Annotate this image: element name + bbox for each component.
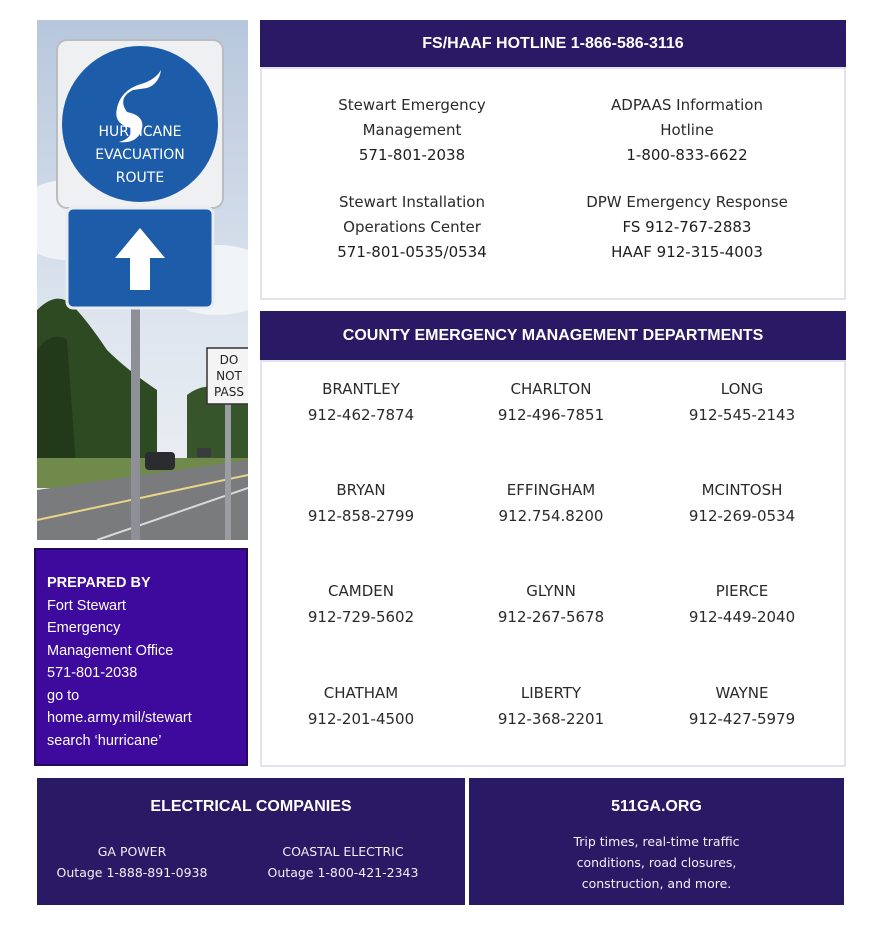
photo-illustration (37, 20, 248, 540)
county-item (657, 477, 827, 529)
ga511-panel (469, 778, 844, 905)
small-sign-line-3: PASS (214, 385, 244, 399)
county-card (260, 360, 846, 767)
entry-name: Stewart Emergency (338, 96, 486, 114)
hotline-entry (552, 190, 822, 265)
county-name: MCINTOSH (701, 481, 783, 499)
entry-name: Stewart Installation (339, 193, 485, 211)
prepared-by-line: go to (47, 687, 80, 704)
entry-name: Management (362, 121, 462, 139)
county-name: LIBERTY (520, 684, 582, 702)
county-item (657, 680, 827, 732)
county-name: CHARLTON (510, 380, 592, 398)
county-item (657, 578, 827, 630)
entry-number: FS 912-767-2883 (622, 218, 752, 236)
prepared-by-line: search ‘hurricane’ (47, 732, 162, 749)
county-name: WAYNE (715, 684, 769, 702)
ga511-line: construction, and more. (581, 876, 732, 891)
hotline-entry (552, 93, 822, 168)
county-name: BRANTLEY (322, 380, 400, 398)
county-item (466, 376, 636, 428)
entry-name: ADPAAS Information (611, 96, 763, 114)
county-item (466, 477, 636, 529)
entry-number: 1-800-833-6622 (626, 146, 748, 164)
county-item (276, 578, 446, 630)
county-name: CAMDEN (328, 582, 394, 600)
county-phone: 912-269-0534 (688, 507, 796, 525)
hotline-title-bar (260, 20, 846, 67)
county-phone: 912-427-5979 (688, 710, 796, 728)
company-outage: Outage 1-800-421-2343 (267, 865, 419, 880)
county-phone: 912-496-7851 (497, 406, 605, 424)
county-phone: 912-267-5678 (497, 608, 605, 626)
county-item (276, 376, 446, 428)
county-phone: 912-201-4500 (307, 710, 415, 728)
small-sign-line-2: NOT (216, 369, 242, 383)
county-phone: 912-462-7874 (307, 406, 415, 424)
county-phone: 912-858-2799 (307, 507, 415, 525)
hurricane-evacuation-photo (37, 20, 248, 540)
hotline-title: FS/HAAF HOTLINE 1-866-586-3116 (422, 34, 684, 52)
hotline-entry (272, 93, 552, 168)
ga511-line: Trip times, real-time traffic (573, 834, 740, 849)
prepared-by-box (34, 548, 248, 766)
prepared-by-line: Emergency (47, 620, 121, 636)
company-item (241, 841, 445, 883)
entry-number: HAAF 912-315-4003 (611, 243, 763, 261)
car (145, 452, 175, 470)
prepared-by-url[interactable]: home.army.mil/stewart (47, 710, 192, 726)
sign-line-2: EVACUATION (95, 147, 185, 163)
entry-name: Operations Center (343, 218, 481, 236)
small-sign-post (225, 400, 231, 540)
hotline-card (260, 67, 846, 300)
small-sign-line-1: DO (219, 353, 239, 367)
ga511-title[interactable]: 511GA.ORG (611, 798, 702, 815)
prepared-by-heading: PREPARED BY (47, 575, 151, 591)
entry-number: 571-801-2038 (358, 146, 466, 164)
county-name: CHATHAM (323, 684, 399, 702)
company-name: COASTAL ELECTRIC (282, 844, 404, 859)
car-far (197, 448, 211, 457)
county-item (276, 680, 446, 732)
county-item (466, 680, 636, 732)
ga511-description (469, 831, 844, 894)
prepared-by-phone: 571-801-2038 (47, 665, 138, 681)
county-name: PIERCE (715, 582, 769, 600)
prepared-by-line: Fort Stewart (47, 597, 126, 614)
county-name: GLYNN (526, 582, 576, 600)
entry-number: 571-801-0535/0534 (337, 243, 487, 261)
county-item (276, 477, 446, 529)
county-phone: 912.754.8200 (498, 507, 604, 525)
ga511-line: conditions, road closures, (576, 855, 737, 870)
county-title-bar (260, 311, 846, 360)
county-phone: 912-449-2040 (688, 608, 796, 626)
county-item (657, 376, 827, 428)
county-name: EFFINGHAM (506, 481, 596, 499)
electrical-title: ELECTRICAL COMPANIES (150, 798, 352, 815)
county-phone: 912-545-2143 (688, 406, 796, 424)
sign-line-3: ROUTE (115, 170, 165, 186)
hotline-entry (272, 190, 552, 265)
company-outage: Outage 1-888-891-0938 (56, 865, 208, 880)
company-item (37, 841, 227, 883)
electrical-companies-panel (37, 778, 465, 905)
county-name: BRYAN (336, 481, 386, 499)
company-name: GA POWER (97, 844, 167, 859)
entry-name: DPW Emergency Response (586, 193, 788, 211)
county-title: COUNTY EMERGENCY MANAGEMENT DEPARTMENTS (342, 326, 764, 344)
county-name: LONG (720, 380, 764, 398)
county-item (466, 578, 636, 630)
county-phone: 912-368-2201 (497, 710, 605, 728)
entry-name: Hotline (660, 121, 714, 139)
sign-line-1: HURRICANE (98, 124, 182, 140)
county-phone: 912-729-5602 (307, 608, 415, 626)
prepared-by-line: Management Office (47, 642, 174, 659)
